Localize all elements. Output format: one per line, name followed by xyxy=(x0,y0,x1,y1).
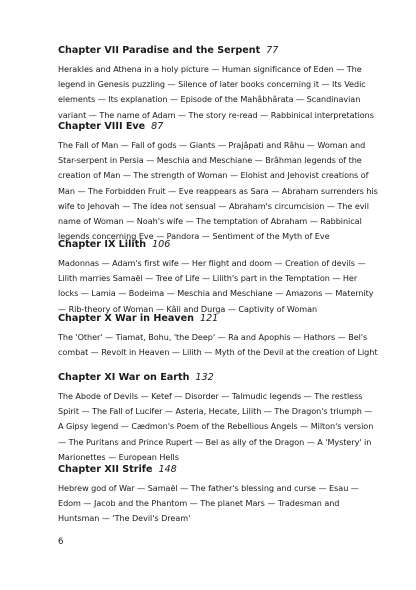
chapter-entry-8 xyxy=(58,120,378,244)
chapter-entry-9 xyxy=(58,238,378,317)
chapter-page-number: 106 xyxy=(152,239,171,250)
chapter-summary: Herakles and Athena in a holy picture — Human significance of Eden — The legend in Genesis puzzling — Silence of later books concerning it — Its Vedic elements — Its explanation — Episode of the Mahâbhârata — Scandinavian variant — The name of Adam — The story re-read — Rabbinical interpretations xyxy=(58,64,374,120)
chapter-title: Chapter XI War on Earth xyxy=(58,372,190,383)
chapter-title: Chapter VII Paradise and the Serpent xyxy=(58,45,261,56)
chapter-entry-10 xyxy=(58,312,378,360)
chapter-heading xyxy=(58,44,378,58)
chapter-page-number: 148 xyxy=(158,464,177,475)
chapter-title: Chapter XII Strife xyxy=(58,464,153,475)
chapter-heading xyxy=(58,463,378,477)
chapter-entry-11 xyxy=(58,371,378,465)
chapter-summary: Hebrew god of War — Samaël — The father's blessing and curse — Esau — Edom — Jacob and the Phantom — The planet Mars — Tradesman and Huntsman — 'The Devil's Dream' xyxy=(58,483,359,524)
chapter-summary: The Fall of Man — Fall of gods — Giants — Prajâpati and Râhu — Woman and Star-serpent in Persia — Meschia and Meschiane — Brâhman legends of the creation of Man — The strength of Woman — Elohist and Jehovist creations of Man — The Forbidden Fruit — Eve reappears as Sara — Abraham surrenders his wife to Jehovah — The idea not sensual — Abraham's circumcision — The evil name of Woman — Noah's wife — The temptation of Abraham — Rabbinical legends concerning Eve — Pandora — Sentiment of the Myth of Eve xyxy=(58,140,378,242)
chapter-heading xyxy=(58,312,378,326)
chapter-summary: Madonnas — Adam's first wife — Her flight and doom — Creation of devils — Lilith marries Samaël — Tree of Life — Lilith's part in the Temptation — Her locks — Lamia — Bodeima — Meschia and Meschiane — Amazons — Maternity — Rib-theory of Woman — Kâli and Durga — Captivity of Woman xyxy=(58,258,374,314)
chapter-summary: The Abode of Devils — Ketef — Disorder — Talmudic legends — The restless Spirit — The Fall of Lucifer — Asteria, Hecate, Lilith — The Dragon's triumph — A Gipsy legend — Cædmon's Poem of the Rebellious Angels — Milton's version — The Puritans and Prince Rupert — Bel as ally of the Dragon — A 'Mystery' in Marionettes — European Hells xyxy=(58,391,374,462)
chapter-summary: The 'Other' — Tiamat, Bohu, 'the Deep' — Ra and Apophis — Hathors — Bel's combat — Revolt in Heaven — Lilith — Myth of the Devil at the creation of Light xyxy=(58,332,378,358)
chapter-title: Chapter X War in Heaven xyxy=(58,313,194,324)
chapter-entry-7 xyxy=(58,44,378,123)
chapter-page-number: 77 xyxy=(266,45,279,56)
chapter-heading xyxy=(58,120,378,134)
chapter-heading xyxy=(58,371,378,385)
chapter-title: Chapter IX Lilith xyxy=(58,239,147,250)
chapter-entry-12 xyxy=(58,463,378,527)
chapter-heading xyxy=(58,238,378,252)
page-number: 6 xyxy=(58,537,64,547)
chapter-title: Chapter VIII Eve xyxy=(58,121,146,132)
chapter-page-number: 121 xyxy=(199,313,219,324)
chapter-page-number: 87 xyxy=(151,121,164,132)
chapter-page-number: 132 xyxy=(195,372,214,383)
